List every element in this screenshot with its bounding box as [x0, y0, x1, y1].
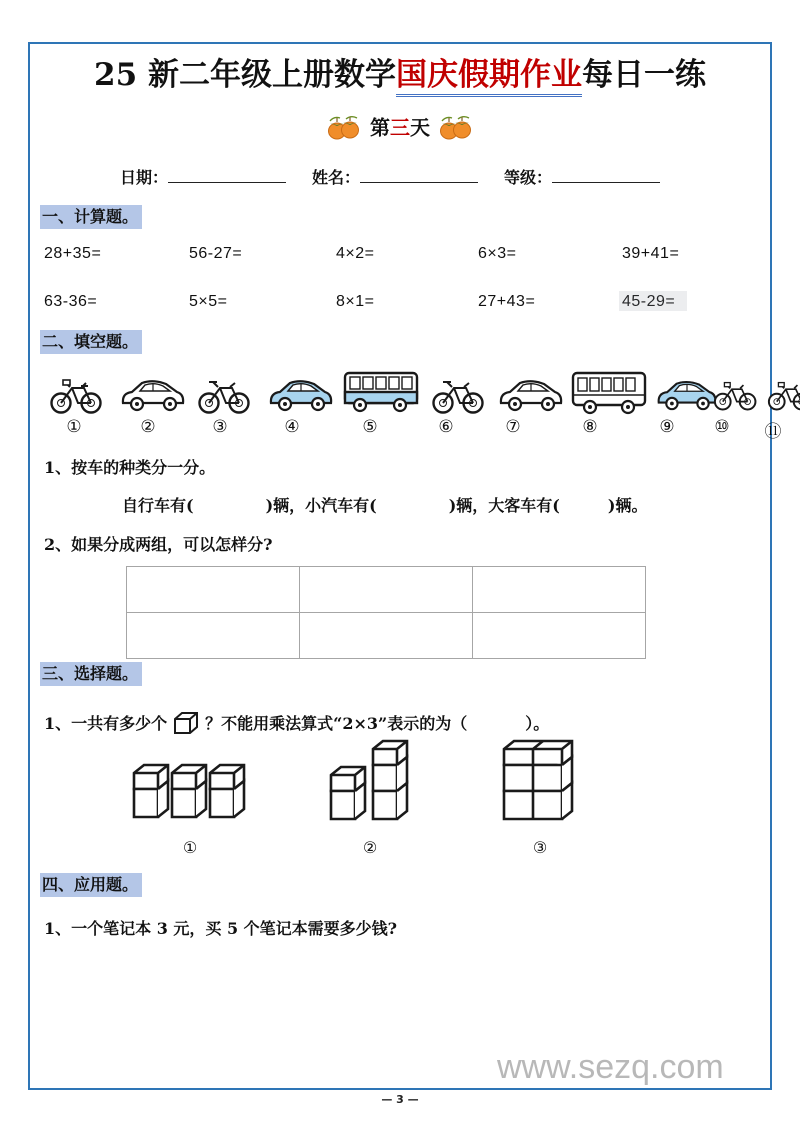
calc-item: 28+35=	[44, 245, 102, 262]
vehicle-number: ⑪	[764, 422, 782, 442]
vehicle-number: ①	[66, 417, 82, 437]
date-label: 日期：	[120, 170, 169, 187]
section-heading-calculation: 一、计算题。	[40, 205, 142, 229]
bicycle-icon	[48, 375, 106, 415]
vehicle-number: ⑦	[505, 417, 521, 437]
cube-figure-3	[500, 735, 590, 835]
car-icon	[496, 375, 566, 415]
grouping-answer-table[interactable]	[126, 566, 646, 659]
bicycle-icon	[196, 375, 254, 415]
calc-item: 56-27=	[189, 245, 243, 262]
choice-question-part-1: 1、一共有多少个	[44, 714, 168, 733]
calc-item: 6×3=	[478, 245, 517, 262]
table-cell[interactable]	[127, 567, 300, 613]
table-row	[127, 613, 646, 659]
application-question-1: 1、一个笔记本 3 元，买 5 个笔记本需要多少钱?	[44, 919, 398, 938]
calc-item: 8×1=	[336, 293, 375, 310]
blank-label-bicycle: 自行车有(	[122, 496, 194, 515]
calc-item: 63-36=	[44, 293, 98, 310]
grade-field-group	[504, 165, 660, 188]
car-icon	[118, 375, 188, 415]
cube-figure-1	[130, 753, 258, 835]
calc-row-1	[44, 245, 754, 271]
day-number: 三	[390, 115, 410, 140]
name-field-group	[312, 165, 478, 188]
fill-in-answer-line	[122, 495, 647, 517]
bus-icon	[568, 367, 650, 415]
vehicle-number: ⑥	[438, 417, 454, 437]
bicycle-icon	[766, 375, 800, 415]
choice-question-1	[44, 710, 549, 736]
grade-label: 等级：	[504, 170, 553, 187]
table-cell[interactable]	[127, 613, 300, 659]
bicycle-icon	[712, 375, 760, 415]
day-prefix: 第	[370, 115, 390, 140]
persimmon-icon-left	[324, 112, 364, 142]
vehicle-number: ⑧	[582, 417, 598, 437]
student-info-row	[120, 165, 720, 188]
blank-label-bus: )辆，大客车有(	[448, 496, 560, 515]
table-cell[interactable]	[300, 567, 473, 613]
title-highlight: 国庆假期作业	[396, 57, 582, 97]
table-cell[interactable]	[473, 567, 646, 613]
car-icon	[266, 375, 336, 415]
name-input[interactable]	[360, 168, 478, 183]
persimmon-icon-right	[436, 112, 476, 142]
vehicle-number: ⑤	[362, 417, 378, 437]
date-input[interactable]	[168, 168, 286, 183]
choice-question-part-3: ）。	[525, 714, 550, 733]
bus-icon	[340, 367, 422, 415]
vehicle-number: ③	[212, 417, 228, 437]
page-number: — 3 —	[381, 1093, 419, 1106]
table-cell[interactable]	[473, 613, 646, 659]
day-suffix: 天	[410, 115, 430, 140]
table-row	[127, 567, 646, 613]
vehicle-number-row	[40, 417, 782, 443]
cube-figures-group	[130, 752, 630, 857]
vehicle-number: ⑩	[714, 417, 730, 437]
cube-figure-label: ③	[532, 838, 548, 857]
blank-label-car: )辆，小汽车有(	[265, 496, 377, 515]
name-label: 姓名：	[312, 170, 361, 187]
car-icon	[654, 375, 720, 415]
calc-item: 4×2=	[336, 245, 375, 262]
bicycle-icon	[430, 375, 488, 415]
cube-figure-2	[327, 735, 423, 835]
cube-icon	[171, 710, 201, 736]
vehicle-number: ⑨	[659, 417, 675, 437]
fill-in-question-2: 2、如果分成两组，可以怎样分?	[44, 535, 273, 554]
calc-item: 5×5=	[189, 293, 228, 310]
cube-figure-label: ②	[362, 838, 378, 857]
calc-row-2	[44, 293, 754, 319]
vehicle-number: ④	[284, 417, 300, 437]
cube-figure-label: ①	[182, 838, 198, 857]
calc-item: 45-29=	[622, 293, 676, 310]
fill-in-question-1: 1、按车的种类分一分。	[44, 458, 216, 477]
table-cell[interactable]	[300, 613, 473, 659]
section-heading-application: 四、应用题。	[40, 873, 142, 897]
blank-label-end: )辆。	[607, 496, 648, 515]
section-heading-multiple-choice: 三、选择题。	[40, 662, 142, 686]
page-title	[28, 55, 772, 95]
vehicle-number: ②	[140, 417, 156, 437]
title-part-1: 25 新二年级上册数学	[94, 57, 396, 93]
calc-item: 39+41=	[622, 245, 680, 262]
vehicle-illustration-row	[40, 365, 756, 415]
site-watermark: www.sezq.com	[497, 1048, 724, 1086]
date-field-group	[120, 165, 286, 188]
title-part-2: 每日一练	[581, 57, 706, 93]
calc-item: 27+43=	[478, 293, 536, 310]
choice-question-part-2: ？不能用乘法算式“2×3”表示的为（	[205, 714, 468, 733]
day-heading	[28, 110, 772, 144]
section-heading-fill-in-blank: 二、填空题。	[40, 330, 142, 354]
grade-input[interactable]	[552, 168, 660, 183]
